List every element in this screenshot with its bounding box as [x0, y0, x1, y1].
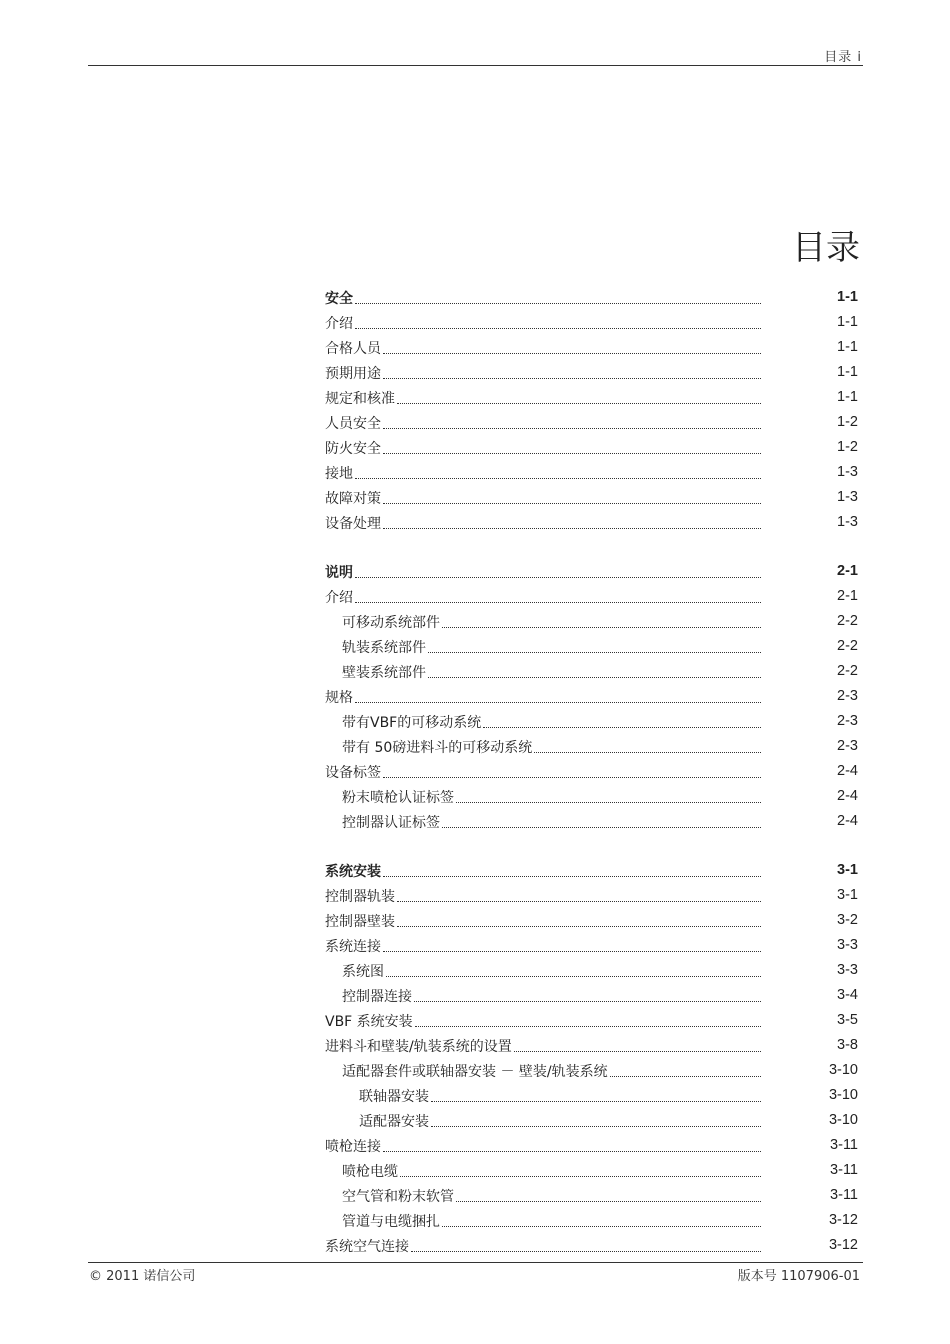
toc-entry[interactable]: [325, 906, 858, 931]
toc-page-number: 1-2: [837, 414, 858, 430]
header-rule: [88, 65, 863, 66]
toc-entry-label: 联轴器安装: [359, 1089, 429, 1105]
toc-entry-label: 可移动系统部件: [342, 615, 440, 631]
toc-page-number: 3-10: [828, 1112, 858, 1128]
toc-page-number: 2-3: [837, 738, 858, 754]
dot-leader: [397, 901, 761, 902]
toc-entry-label: 适配器安装: [359, 1114, 429, 1130]
toc-entry[interactable]: [325, 981, 858, 1006]
toc-entry-label: 规格: [325, 690, 353, 706]
toc-entry[interactable]: [325, 931, 858, 956]
copyright-text: © 2011 诺信公司: [89, 1269, 196, 1284]
dot-leader: [383, 378, 761, 379]
toc-entry[interactable]: [325, 383, 858, 408]
toc-entry[interactable]: [325, 1156, 858, 1181]
dot-leader: [383, 503, 761, 504]
dot-leader: [383, 428, 761, 429]
toc-entry-label: 控制器连接: [342, 989, 412, 1005]
toc-entry-label: 规定和核准: [325, 391, 395, 407]
running-header: 目录 i: [824, 50, 862, 65]
toc-page-number: 2-4: [837, 813, 858, 829]
toc-entry-label: 系统安装: [325, 864, 381, 880]
toc-entry[interactable]: [325, 1206, 858, 1231]
toc-entry[interactable]: [325, 1056, 858, 1081]
toc-page-number: 2-4: [837, 763, 858, 779]
toc-entry-label: 人员安全: [325, 416, 381, 432]
toc-entry-label: 控制器认证标签: [342, 815, 440, 831]
toc-entry-label: VBF 系统安装: [325, 1014, 413, 1030]
dot-leader: [383, 876, 761, 877]
toc-page-number: 1-1: [837, 314, 858, 330]
toc-page-number: 3-8: [837, 1037, 858, 1053]
toc-entry-label: 适配器套件或联轴器安装 － 壁装/轨装系统: [342, 1064, 608, 1080]
page-title: 目录: [792, 228, 860, 268]
toc-entry-label: 喷枪连接: [325, 1139, 381, 1155]
dot-leader: [355, 303, 761, 304]
toc-page-number: 1-1: [837, 339, 858, 355]
toc-page-number: 2-2: [837, 613, 858, 629]
dot-leader: [442, 827, 761, 828]
toc-page-number: 3-3: [837, 937, 858, 953]
toc-page-number: 3-4: [837, 987, 858, 1003]
toc-entry[interactable]: [325, 782, 858, 807]
toc-entry-label: 控制器壁装: [325, 914, 395, 930]
toc-page-number: 3-5: [837, 1012, 858, 1028]
toc-page-number: 1-3: [837, 489, 858, 505]
dot-leader: [355, 328, 761, 329]
dot-leader: [442, 627, 761, 628]
toc-entry-label: 防火安全: [325, 441, 381, 457]
toc-entry-label: 系统连接: [325, 939, 381, 955]
toc-entry-label: 带有 50磅进料斗的可移动系统: [342, 740, 533, 756]
toc-section-heading[interactable]: [325, 856, 858, 881]
toc-entry-label: 喷枪电缆: [342, 1164, 398, 1180]
version-number: 版本号 1107906-01: [737, 1269, 860, 1284]
toc-page-number: 2-3: [837, 713, 858, 729]
dot-leader: [383, 951, 761, 952]
toc-page-number: 3-10: [828, 1062, 858, 1078]
section-gap: [325, 832, 858, 856]
toc-entry-label: 系统图: [342, 964, 384, 980]
toc-entry-label: 接地: [325, 466, 353, 482]
toc-entry-label: 粉末喷枪认证标签: [342, 790, 454, 806]
toc-page-number: 3-12: [828, 1212, 858, 1228]
toc-entry-label: 带有VBF的可移动系统: [342, 715, 482, 731]
section-gap: [325, 533, 858, 557]
toc-entry-label: 设备标签: [325, 765, 381, 781]
dot-leader: [397, 926, 761, 927]
toc-entry[interactable]: [325, 1181, 858, 1206]
toc-entry-label: 安全: [325, 291, 353, 307]
dot-leader: [355, 478, 761, 479]
toc-page-number: 2-3: [837, 688, 858, 704]
toc-page-number: 3-10: [828, 1087, 858, 1103]
toc-page-number: 3-1: [837, 862, 858, 878]
toc-page-number: 2-4: [837, 788, 858, 804]
toc-entry-label: 管道与电缆捆扎: [342, 1214, 440, 1230]
toc-entry[interactable]: [325, 1131, 858, 1156]
toc-entry[interactable]: [325, 956, 858, 981]
toc-page-number: 1-1: [837, 289, 858, 305]
toc-page-number: 3-3: [837, 962, 858, 978]
toc-page-number: 3-2: [837, 912, 858, 928]
dot-leader: [456, 1201, 761, 1202]
dot-leader: [383, 777, 761, 778]
toc-entry[interactable]: [325, 707, 858, 732]
toc-page-number: 2-1: [837, 563, 858, 579]
toc-entry-label: 壁装系统部件: [342, 665, 426, 681]
toc-entry[interactable]: [325, 607, 858, 632]
table-of-contents: [325, 283, 858, 1256]
toc-page-number: 3-1: [837, 887, 858, 903]
toc-entry[interactable]: [325, 308, 858, 333]
dot-leader: [355, 577, 761, 578]
dot-leader: [610, 1076, 761, 1077]
dot-leader: [428, 652, 761, 653]
toc-entry[interactable]: [325, 657, 858, 682]
dot-leader: [397, 403, 761, 404]
toc-entry[interactable]: [325, 358, 858, 383]
dot-leader: [383, 453, 761, 454]
toc-entry[interactable]: [325, 1231, 858, 1256]
toc-entry-label: 合格人员: [325, 341, 381, 357]
dot-leader: [400, 1176, 761, 1177]
toc-entry-label: 系统空气连接: [325, 1239, 409, 1255]
dot-leader: [428, 677, 761, 678]
dot-leader: [355, 602, 761, 603]
dot-leader: [456, 802, 761, 803]
toc-entry[interactable]: [325, 433, 858, 458]
toc-section-heading[interactable]: [325, 557, 858, 582]
dot-leader: [355, 702, 761, 703]
toc-entry-label: 说明: [325, 565, 353, 581]
toc-entry-label: 控制器轨装: [325, 889, 395, 905]
toc-page-number: 2-2: [837, 663, 858, 679]
toc-page-number: 1-2: [837, 439, 858, 455]
toc-entry[interactable]: [325, 682, 858, 707]
toc-section-heading[interactable]: [325, 283, 858, 308]
toc-entry-label: 进料斗和壁装/轨装系统的设置: [325, 1039, 512, 1055]
dot-leader: [534, 752, 761, 753]
toc-entry[interactable]: [325, 408, 858, 433]
toc-page-number: 1-3: [837, 514, 858, 530]
dot-leader: [383, 1151, 761, 1152]
toc-entry-label: 空气管和粉末软管: [342, 1189, 454, 1205]
toc-page-number: 3-11: [830, 1162, 858, 1178]
dot-leader: [411, 1251, 761, 1252]
toc-page-number: 1-1: [837, 364, 858, 380]
toc-entry-label: 预期用途: [325, 366, 381, 382]
dot-leader: [386, 976, 761, 977]
toc-page-number: 3-11: [830, 1137, 858, 1153]
dot-leader: [431, 1101, 761, 1102]
toc-entry[interactable]: [325, 881, 858, 906]
toc-page-number: 1-1: [837, 389, 858, 405]
toc-entry-label: 故障对策: [325, 491, 381, 507]
toc-entry-label: 介绍: [325, 316, 353, 332]
dot-leader: [483, 727, 761, 728]
dot-leader: [414, 1001, 761, 1002]
toc-entry[interactable]: [325, 1006, 858, 1031]
dot-leader: [383, 353, 761, 354]
dot-leader: [383, 528, 761, 529]
toc-page-number: 2-1: [837, 588, 858, 604]
toc-page-number: 1-3: [837, 464, 858, 480]
toc-entry-label: 介绍: [325, 590, 353, 606]
toc-entry[interactable]: [325, 757, 858, 782]
dot-leader: [442, 1226, 761, 1227]
toc-entry[interactable]: [325, 458, 858, 483]
toc-entry[interactable]: [325, 582, 858, 607]
toc-entry[interactable]: [325, 1106, 858, 1131]
toc-entry[interactable]: [325, 1031, 858, 1056]
toc-entry[interactable]: [325, 807, 858, 832]
toc-entry[interactable]: [325, 483, 858, 508]
toc-page-number: 3-12: [828, 1237, 858, 1253]
toc-entry[interactable]: [325, 333, 858, 358]
toc-page-number: 3-11: [830, 1187, 858, 1203]
toc-entry[interactable]: [325, 732, 858, 757]
toc-entry-label: 设备处理: [325, 516, 381, 532]
footer-rule: [88, 1262, 863, 1263]
dot-leader: [415, 1026, 761, 1027]
toc-entry[interactable]: [325, 632, 858, 657]
toc-entry-label: 轨装系统部件: [342, 640, 426, 656]
toc-entry[interactable]: [325, 1081, 858, 1106]
toc-page-number: 2-2: [837, 638, 858, 654]
toc-entry[interactable]: [325, 508, 858, 533]
dot-leader: [514, 1051, 761, 1052]
dot-leader: [431, 1126, 761, 1127]
